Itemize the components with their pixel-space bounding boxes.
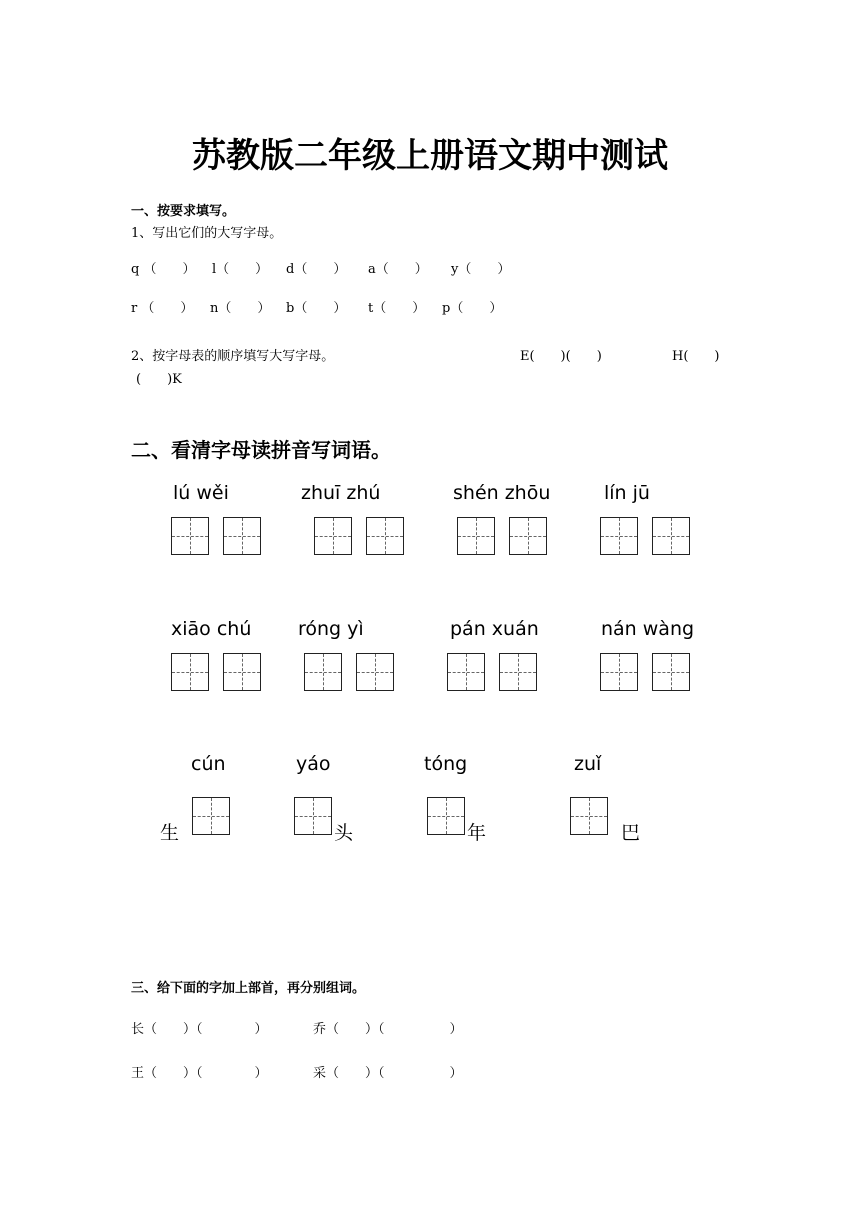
- pinyin-tong: tóng: [424, 753, 468, 775]
- given-character: 年: [467, 822, 487, 844]
- pinyin-pan-xuan: pán xuán: [450, 618, 539, 640]
- letter-blank-y: y（ ）: [451, 262, 511, 277]
- writing-grid-box[interactable]: [652, 517, 690, 555]
- letter-blank-a: a（ ）: [368, 262, 428, 277]
- radical-exercise-cai: 采（ ）（ ）: [313, 1066, 463, 1081]
- writing-grid-box[interactable]: [600, 517, 638, 555]
- letter-blank-p: p（ ）: [442, 301, 503, 316]
- pinyin-shen-zhou: shén zhōu: [453, 482, 551, 504]
- pinyin-nan-wang: nán wàng: [601, 618, 695, 640]
- writing-grid-box[interactable]: [427, 797, 465, 835]
- pinyin-rong-yi: róng yì: [298, 618, 364, 640]
- section3-heading: 三、给下面的字加上部首，再分别组词。: [131, 981, 366, 996]
- writing-grid-box[interactable]: [223, 517, 261, 555]
- pinyin-zhui-zhu: zhuī zhú: [301, 482, 381, 504]
- letter-blank-r: r （ ）: [131, 301, 194, 316]
- radical-exercise-chang: 长（ ）（ ）: [131, 1022, 268, 1037]
- writing-grid-box[interactable]: [457, 517, 495, 555]
- letter-blank-d: d（ ）: [286, 262, 347, 277]
- writing-grid-box[interactable]: [600, 653, 638, 691]
- writing-grid-box[interactable]: [509, 517, 547, 555]
- pinyin-zui: zuǐ: [574, 753, 602, 775]
- question-1: 1、写出它们的大写字母。: [131, 226, 283, 241]
- radical-exercise-qiao: 乔（ ）（ ）: [313, 1022, 463, 1037]
- writing-grid-box[interactable]: [171, 653, 209, 691]
- letter-blank-q: q （ ）: [131, 262, 196, 277]
- pinyin-lu-wei: lú wěi: [173, 482, 229, 504]
- letter-blank-n: n（ ）: [210, 301, 271, 316]
- page-title: 苏教版二年级上册语文期中测试: [192, 136, 668, 176]
- writing-grid-box[interactable]: [314, 517, 352, 555]
- writing-grid-box[interactable]: [652, 653, 690, 691]
- section2-heading: 二、看清字母读拼音写词语。: [131, 438, 391, 462]
- writing-grid-box[interactable]: [356, 653, 394, 691]
- alphabet-sequence-k: ( )K: [136, 372, 182, 387]
- given-character: 生: [160, 822, 180, 844]
- letter-blank-t: t（ ）: [368, 301, 426, 316]
- letter-blank-l: l（ ）: [212, 262, 269, 277]
- writing-grid-box[interactable]: [304, 653, 342, 691]
- alphabet-sequence-h: H( ): [672, 349, 720, 364]
- pinyin-yao: yáo: [296, 753, 331, 775]
- writing-grid-box[interactable]: [294, 797, 332, 835]
- writing-grid-box[interactable]: [447, 653, 485, 691]
- writing-grid-box[interactable]: [171, 517, 209, 555]
- writing-grid-box[interactable]: [192, 797, 230, 835]
- radical-exercise-wang: 王（ ）（ ）: [131, 1066, 268, 1081]
- writing-grid-box[interactable]: [499, 653, 537, 691]
- alphabet-sequence-e: E( )( ): [520, 349, 602, 364]
- letter-blank-b: b（ ）: [286, 301, 347, 316]
- given-character: 巴: [621, 822, 641, 844]
- writing-grid-box[interactable]: [570, 797, 608, 835]
- pinyin-xiao-chu: xiāo chú: [171, 618, 252, 640]
- section1-heading: 一、按要求填写。: [131, 204, 236, 219]
- given-character: 头: [334, 822, 354, 844]
- question-2: 2、按字母表的顺序填写大写字母。: [131, 349, 335, 364]
- writing-grid-box[interactable]: [366, 517, 404, 555]
- writing-grid-box[interactable]: [223, 653, 261, 691]
- pinyin-lin-ju: lín jū: [604, 482, 650, 504]
- pinyin-cun: cún: [191, 753, 226, 775]
